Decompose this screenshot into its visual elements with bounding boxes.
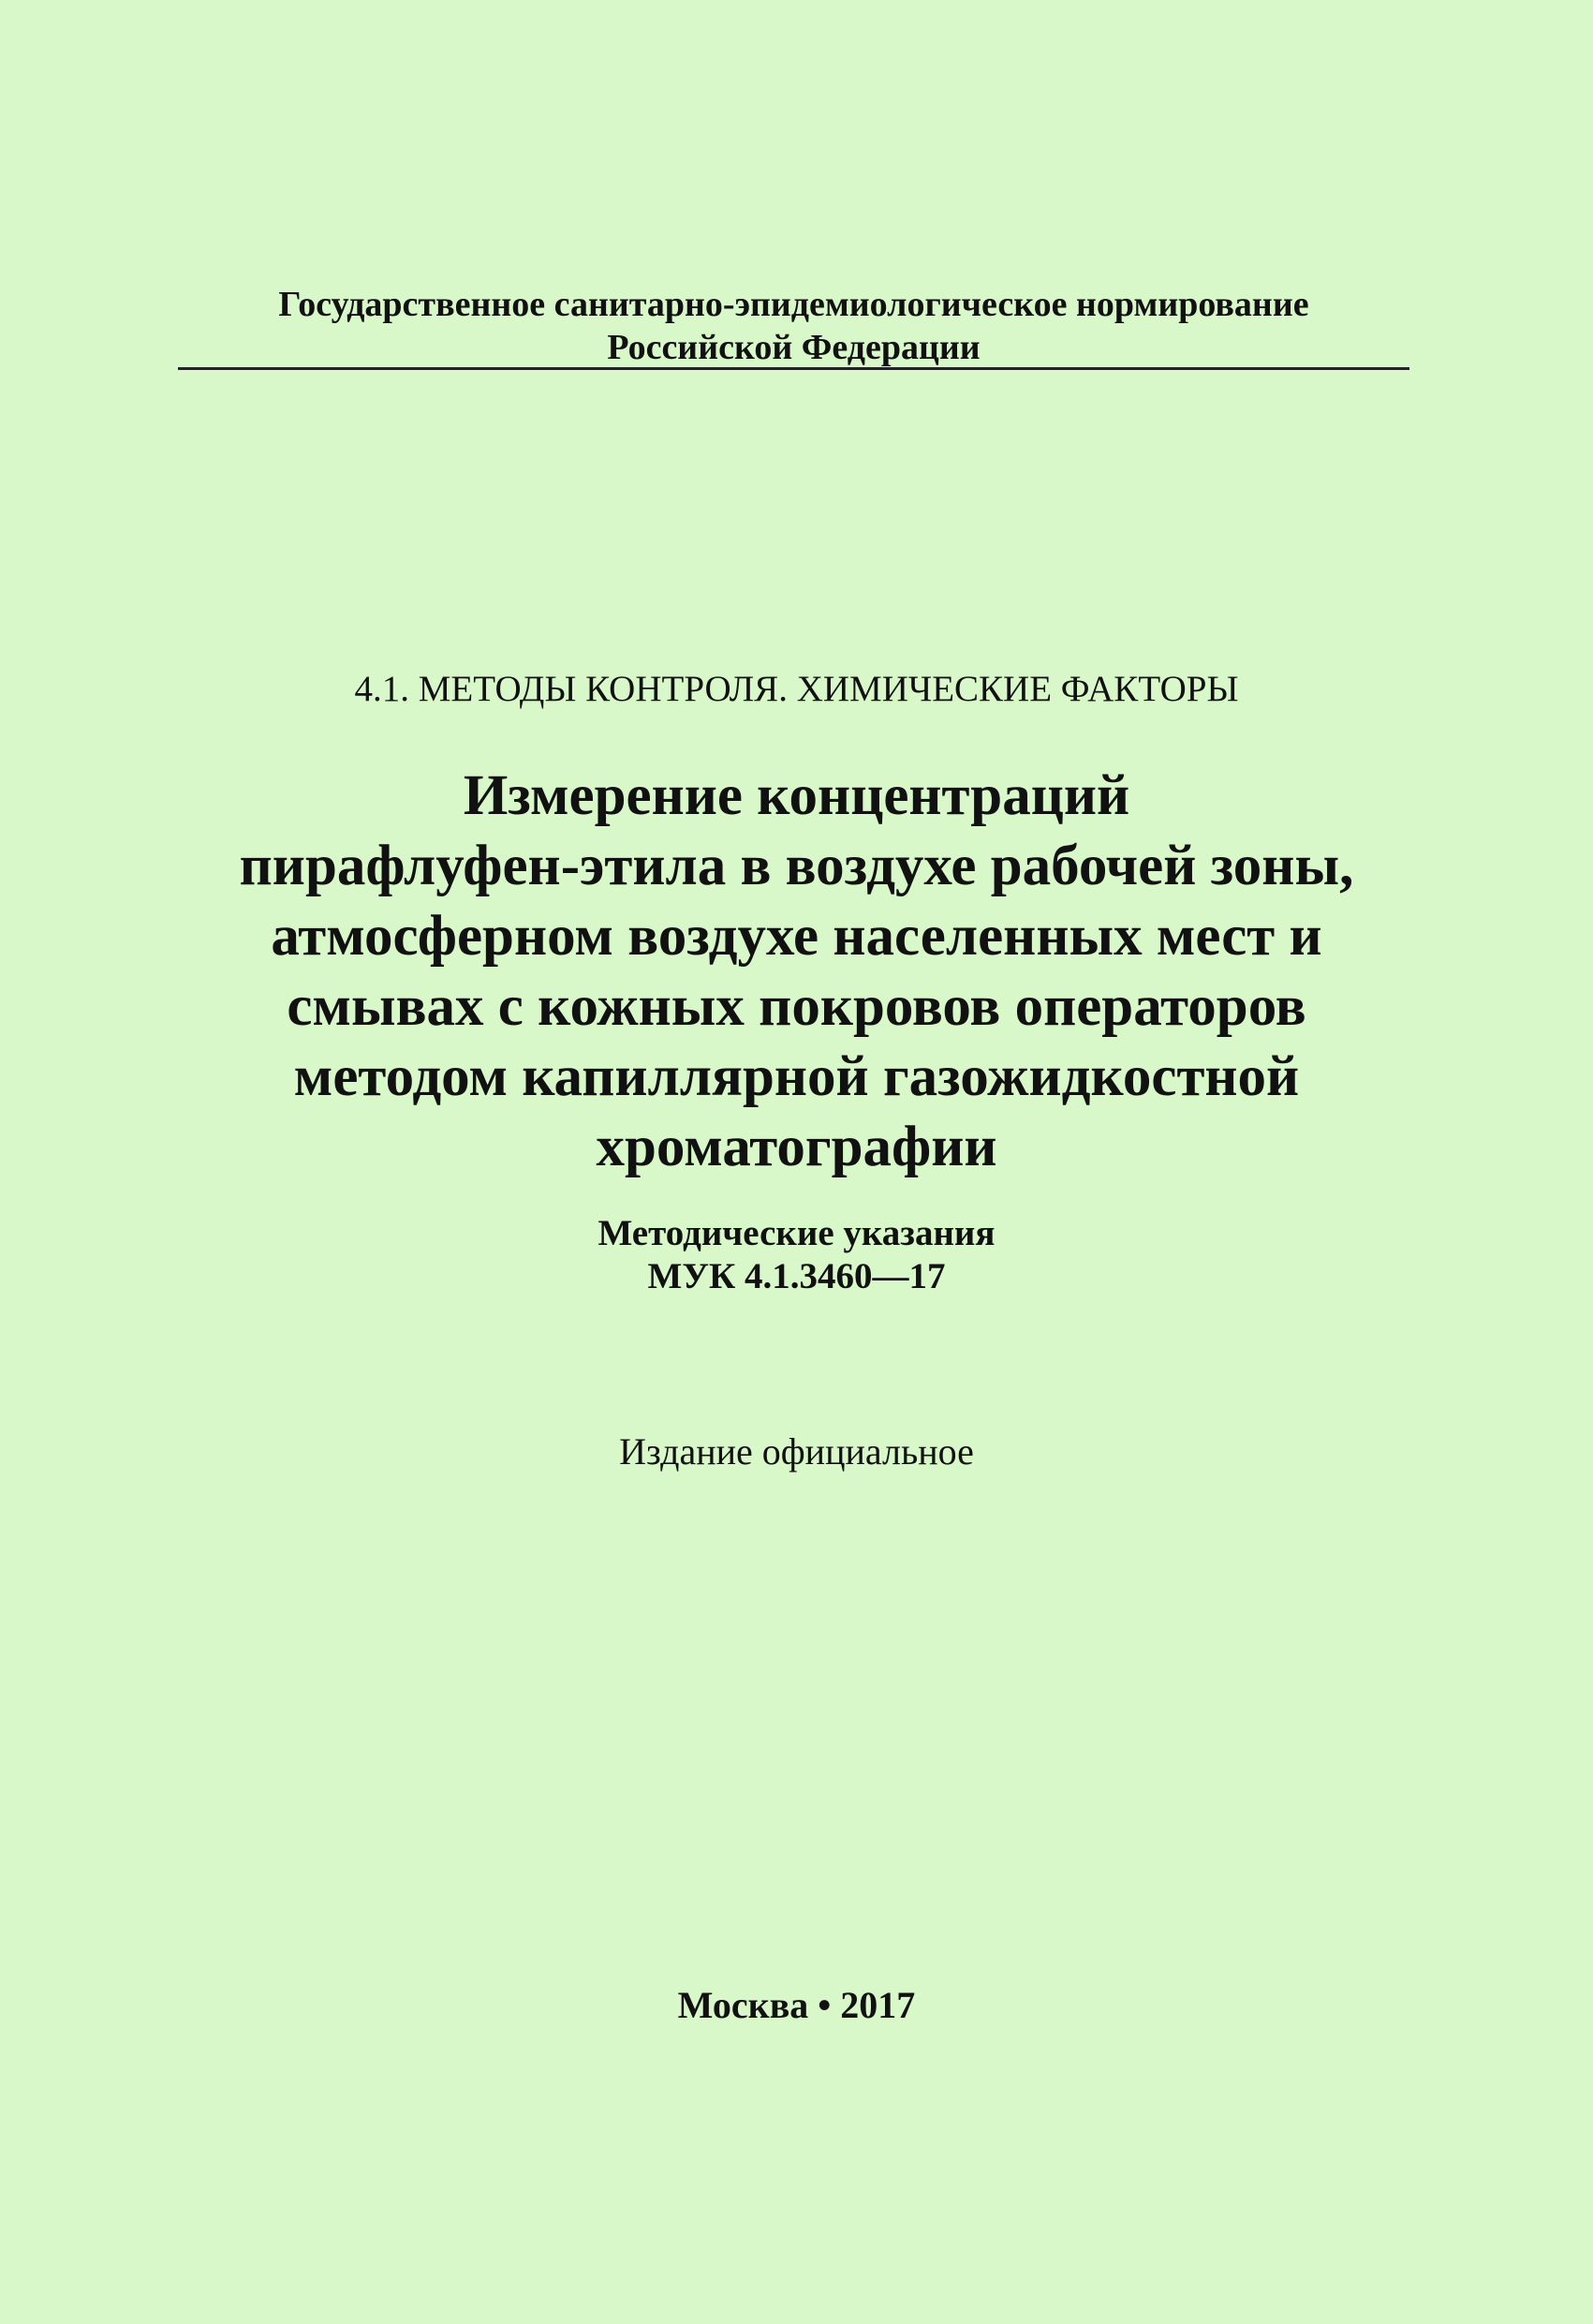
document-code: МУК 4.1.3460—17 [647,1256,946,1296]
edition-note: Издание официальное [619,1430,974,1473]
series-title: 4.1. МЕТОДЫ КОНТРОЛЯ. ХИМИЧЕСКИЕ ФАКТОРЫ [354,669,1239,709]
publisher-header-line-1: Государственное санитарно-эпидемиологическое нормирование [278,285,1309,324]
document-title-line: атмосферном воздухе населенных мест и [271,905,1322,968]
document-title [112,761,1481,1182]
header-divider [178,367,1409,370]
publisher-header-line-2: Российской Федерации [607,328,981,367]
document-title-line: смывах с кожных покровов операторов [287,975,1306,1038]
document-type: Методические указания [597,1213,996,1253]
document-title-line: хроматографии [596,1116,997,1178]
document-title-line: Измерение концентраций [463,764,1130,827]
document-subtitle [0,1212,1593,1298]
imprint: Москва • 2017 [677,1984,916,2026]
publisher-header [178,283,1409,369]
document-title-line: методом капиллярной газожидкостной [293,1045,1300,1108]
document-title-line: пирафлуфен-этила в воздухе рабочей зоны, [239,835,1354,897]
